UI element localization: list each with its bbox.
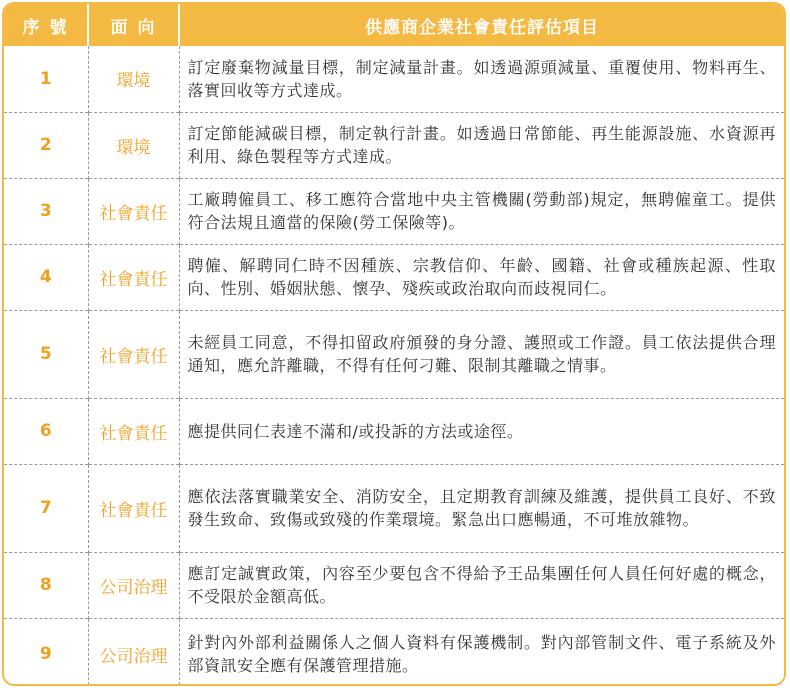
row-description: 訂定廢棄物減量目標，制定減量計畫。如透過源頭減量、重覆使用、物料再生、落實回收等方式達成。 xyxy=(179,46,784,112)
table-header-row xyxy=(4,4,784,46)
row-number: 6 xyxy=(4,398,88,464)
row-description: 聘僱、解聘同仁時不因種族、宗教信仰、年齡、國籍、社會或種族起源、性取向、性別、婚姻狀態、懷孕、殘疾或政治取向而歧視同仁。 xyxy=(179,244,784,310)
row-aspect: 公司治理 xyxy=(88,618,179,686)
table-row xyxy=(4,310,784,398)
assessment-table xyxy=(4,4,784,686)
row-description: 應依法落實職業安全、消防安全，且定期教育訓練及維護，提供員工良好、不致發生致命、致傷或致殘的作業環境。緊急出口應暢通，不可堆放雜物。 xyxy=(179,464,784,552)
row-aspect: 社會責任 xyxy=(88,310,179,398)
row-number: 8 xyxy=(4,552,88,618)
row-aspect: 社會責任 xyxy=(88,398,179,464)
row-description: 工廠聘僱員工、移工應符合當地中央主管機關(勞動部)規定，無聘僱童工。提供符合法規且適當的保險(勞工保險等)。 xyxy=(179,178,784,244)
table-row xyxy=(4,552,784,618)
row-number: 3 xyxy=(4,178,88,244)
row-description: 應訂定誠實政策，內容至少要包含不得給予王品集團任何人員任何好處的概念，不受限於金額高低。 xyxy=(179,552,784,618)
row-description: 應提供同仁表達不滿和/或投訴的方法或途徑。 xyxy=(179,398,784,464)
row-aspect: 環境 xyxy=(88,46,179,112)
row-number: 1 xyxy=(39,68,52,89)
table-row xyxy=(4,178,784,244)
row-aspect: 公司治理 xyxy=(88,552,179,618)
row-aspect: 環境 xyxy=(88,112,179,178)
row-aspect: 社會責任 xyxy=(88,178,179,244)
header-serial-number: 序 號 xyxy=(4,4,88,46)
table-row xyxy=(4,398,784,464)
row-number: 9 xyxy=(4,618,88,686)
row-number: 2 xyxy=(4,112,88,178)
header-assessment-item: 供應商企業社會責任評估項目 xyxy=(179,4,784,46)
csr-assessment-table xyxy=(2,2,786,686)
row-number: 7 xyxy=(4,464,88,552)
row-description: 訂定節能減碳目標，制定執行計畫。如透過日常節能、再生能源設施、水資源再利用、綠色製程等方式達成。 xyxy=(179,112,784,178)
row-description: 針對內外部利益關係人之個人資料有保護機制。對內部管制文件、電子系統及外部資訊安全應有保護管理措施。 xyxy=(179,618,784,686)
table-row xyxy=(4,112,784,178)
table-row xyxy=(4,464,784,552)
table-row xyxy=(4,244,784,310)
row-aspect: 社會責任 xyxy=(88,464,179,552)
table-row xyxy=(4,618,784,686)
row-description: 未經員工同意，不得扣留政府頒發的身分證、護照或工作證。員工依法提供合理通知，應允許離職，不得有任何刁難、限制其離職之情事。 xyxy=(179,310,784,398)
row-number: 4 xyxy=(4,244,88,310)
table-row xyxy=(4,46,784,112)
header-aspect: 面 向 xyxy=(88,4,179,46)
row-number: 5 xyxy=(4,310,88,398)
row-aspect: 社會責任 xyxy=(88,244,179,310)
